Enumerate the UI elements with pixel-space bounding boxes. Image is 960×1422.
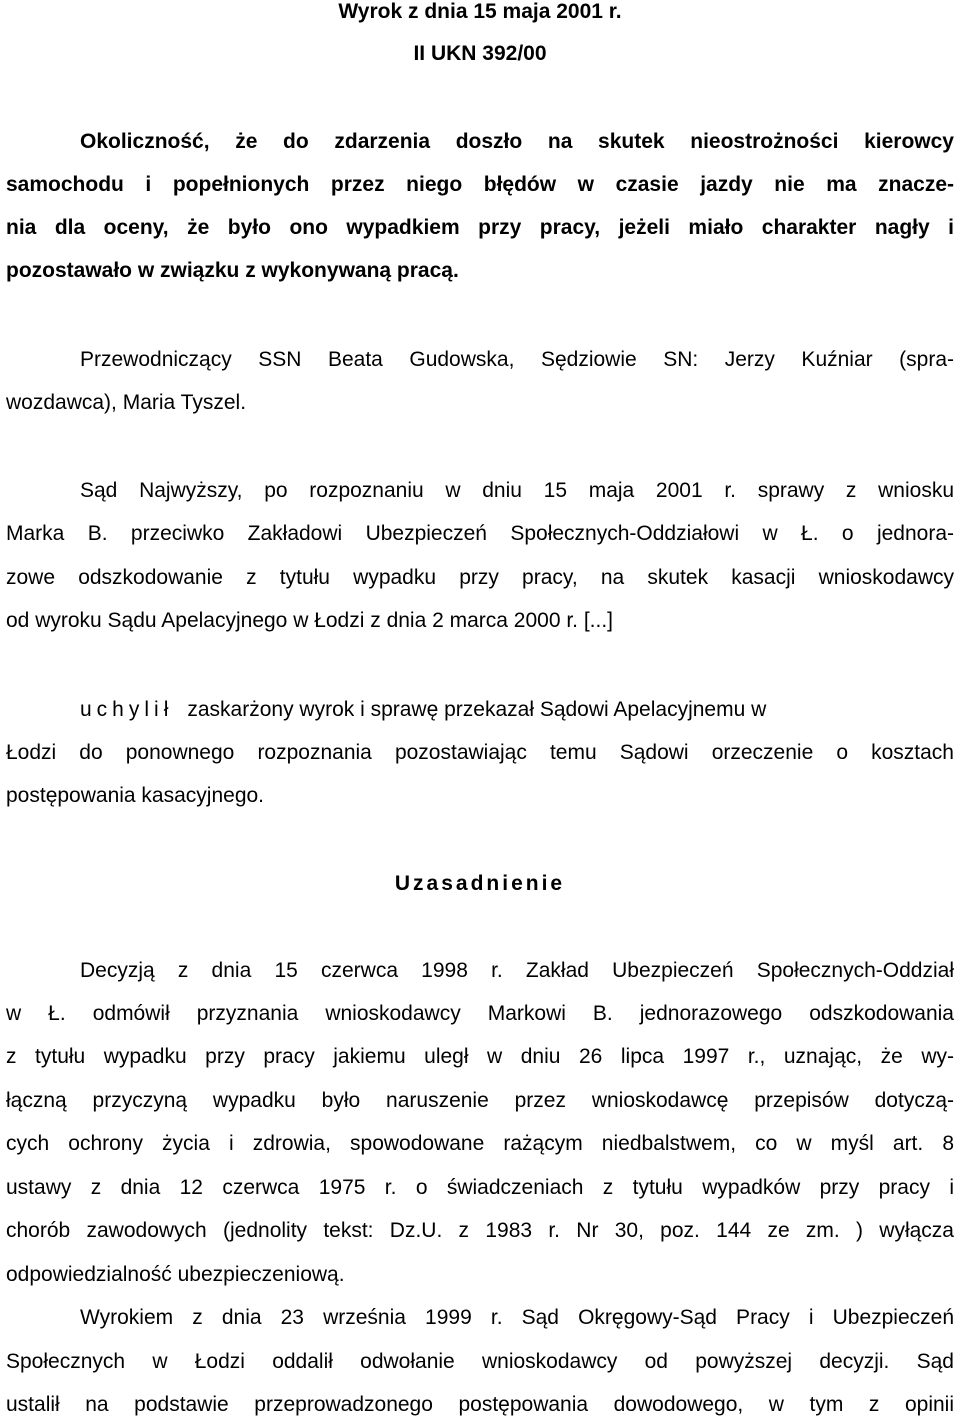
body-line: w Ł. odmówił przyznania wnioskodawcy Markowi B. jednorazowego odszkodowania <box>6 1002 954 1025</box>
body-line: Wyrokiem z dnia 23 września 1999 r. Sąd Okręgowy-Sąd Pracy i Ubezpieczeń <box>80 1306 954 1329</box>
thesis-line: Okoliczność, że do zdarzenia doszło na skutek nieostrożności kierowcy <box>80 130 954 153</box>
body-line: Decyzją z dnia 15 czerwca 1998 r. Zakład Ubezpieczeń Społecznych-Oddział <box>80 959 954 982</box>
ruling-text: zaskarżony wyrok i sprawę przekazał Sądowi Apelacyjnemu w <box>187 698 767 721</box>
body-line: ustalił na podstawie przeprowadzonego postępowania dowodowego, w tym z opinii <box>6 1393 954 1416</box>
ruling-line: Łodzi do ponownego rozpoznania pozostawiając temu Sądowi orzeczenie o kosztach <box>6 741 954 764</box>
ruling-line: postępowania kasacyjnego. <box>6 784 265 807</box>
body-line: z tytułu wypadku przy pracy jakiemu uległ w dniu 26 lipca 1997 r., uznając, że wy- <box>6 1045 954 1068</box>
judgment-date-heading: Wyrok z dnia 15 maja 2001 r. <box>338 0 622 23</box>
thesis-line: samochodu i popełnionych przez niego błędów w czasie jazdy nie ma znacze- <box>6 173 954 196</box>
thesis-line: pozostawało w związku z wykonywaną pracą. <box>6 259 459 282</box>
case-number: II UKN 392/00 <box>413 42 547 65</box>
intro-line: od wyroku Sądu Apelacyjnego w Łodzi z dnia 2 marca 2000 r. [...] <box>6 609 614 632</box>
thesis-line: nia dla oceny, że było ono wypadkiem przy pracy, jeżeli miało charakter nagły i <box>6 216 954 239</box>
reasons-heading: Uzasadnienie <box>394 872 566 895</box>
intro-line: Sąd Najwyższy, po rozpoznaniu w dniu 15 maja 2001 r. sprawy z wniosku <box>80 479 954 502</box>
intro-line: zowe odszkodowanie z tytułu wypadku przy pracy, na skutek kasacji wnioskodawcy <box>6 566 954 589</box>
body-line: chorób zawodowych (jednolity tekst: Dz.U. z 1983 r. Nr 30, poz. 144 ze zm. ) wyłącza <box>6 1219 954 1242</box>
body-line: ustawy z dnia 12 czerwca 1975 r. o świadczeniach z tytułu wypadków przy pracy i <box>6 1176 954 1199</box>
intro-line: Marka B. przeciwko Zakładowi Ubezpieczeń Społecznych-Oddziałowi w Ł. o jednora- <box>6 522 954 545</box>
ruling-first-line <box>80 697 954 723</box>
panel-line: wozdawca), Maria Tyszel. <box>6 391 247 414</box>
body-line: Społecznych w Łodzi oddalił odwołanie wnioskodawcy od powyższej decyzji. Sąd <box>6 1350 954 1373</box>
panel-line: Przewodniczący SSN Beata Gudowska, Sędziowie SN: Jerzy Kuźniar (spra- <box>80 348 954 371</box>
body-line: odpowiedzialność ubezpieczeniową. <box>6 1263 345 1286</box>
body-line: cych ochrony życia i zdrowia, spowodowane rażącym niedbalstwem, co w myśl art. 8 <box>6 1132 954 1155</box>
ruling-keyword: uchylił <box>80 698 174 721</box>
body-line: łączną przyczyną wypadku było naruszenie przez wnioskodawcę przepisów dotyczą- <box>6 1089 954 1112</box>
